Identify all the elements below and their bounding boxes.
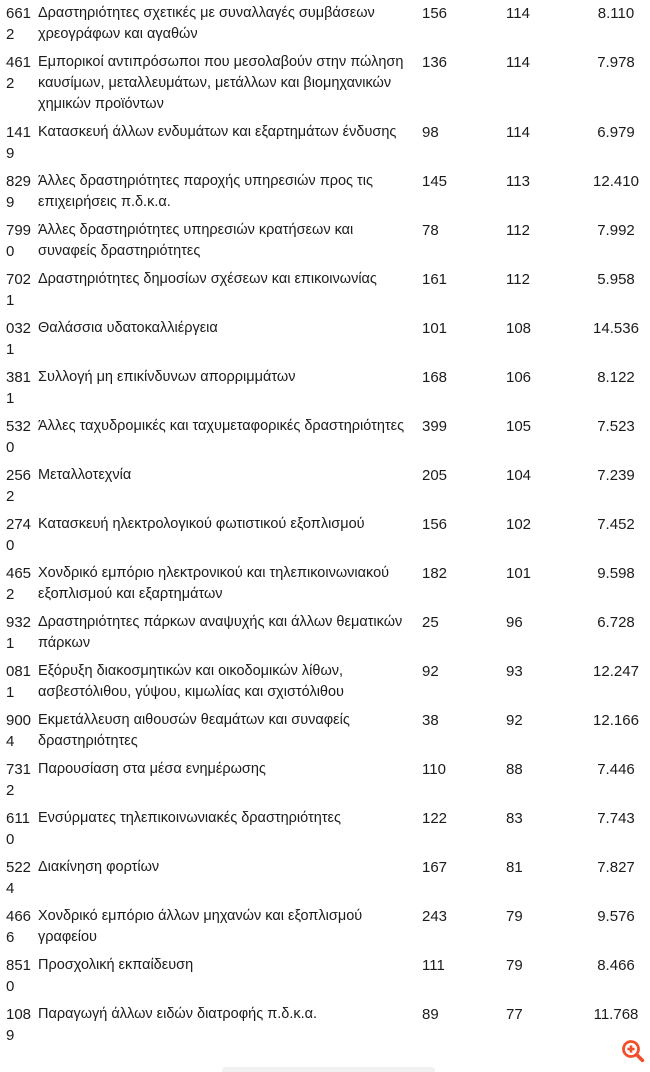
- value-column-2: 77: [506, 1006, 523, 1023]
- table-row: [0, 52, 650, 115]
- activity-description: Θαλάσσια υδατοκαλλιέργεια: [38, 320, 218, 336]
- table-row: [0, 906, 650, 948]
- table-row: [0, 563, 650, 605]
- value-column-3: 14.536: [593, 320, 639, 337]
- activity-code: 4652: [6, 565, 32, 603]
- activity-description: Κατασκευή άλλων ενδυμάτων και εξαρτημάτων ένδυσης: [38, 124, 397, 140]
- value-column-2: 83: [506, 810, 523, 827]
- value-column-3: 6.979: [597, 124, 635, 141]
- table-row: [0, 220, 650, 262]
- value-column-2: 93: [506, 663, 523, 680]
- value-column-2: 113: [506, 173, 530, 190]
- value-column-1: 168: [422, 369, 448, 386]
- value-column-2: 102: [506, 516, 532, 533]
- activity-description: Άλλες ταχυδρομικές και ταχυμεταφορικές δραστηριότητες: [38, 418, 405, 434]
- activity-description: Δραστηριότητες δημοσίων σχέσεων και επικοινωνίας: [38, 271, 377, 287]
- table-row: [0, 759, 650, 801]
- activity-code: 7990: [6, 222, 32, 260]
- value-column-3: 6.728: [597, 614, 635, 631]
- value-column-3: 7.978: [597, 54, 635, 71]
- activity-code: 3811: [6, 369, 32, 407]
- value-column-2: 114: [506, 54, 530, 71]
- value-column-2: 105: [506, 418, 532, 435]
- value-column-2: 79: [506, 908, 523, 925]
- value-column-1: 182: [422, 565, 448, 582]
- activity-code: 4666: [6, 908, 32, 946]
- table-row: [0, 367, 650, 409]
- value-column-3: 9.598: [597, 565, 635, 582]
- value-column-1: 167: [422, 859, 448, 876]
- value-column-2: 112: [506, 222, 530, 239]
- table-row: [0, 171, 650, 213]
- value-column-3: 12.247: [593, 663, 639, 680]
- value-column-2: 88: [506, 761, 523, 778]
- value-column-1: 136: [422, 54, 448, 71]
- value-column-3: 8.110: [597, 5, 635, 22]
- value-column-2: 92: [506, 712, 523, 729]
- value-column-3: 7.523: [597, 418, 635, 435]
- activity-code: 7312: [6, 761, 32, 799]
- value-column-1: 161: [422, 271, 448, 288]
- value-column-1: 111: [422, 957, 445, 974]
- table-row: [0, 857, 650, 899]
- activity-code: 0321: [6, 320, 32, 358]
- value-column-1: 205: [422, 467, 448, 484]
- activity-description: Εμπορικοί αντιπρόσωποι που μεσολαβούν στην πώληση καυσίμων, μεταλλευμάτων, μετάλλων και βιομηχανικών χημικών προϊόντων: [38, 54, 404, 112]
- table-row: [0, 1004, 650, 1046]
- value-column-3: 7.239: [597, 467, 635, 484]
- activity-description: Εκμετάλλευση αιθουσών θεαμάτων και συναφείς δραστηριότητες: [38, 712, 350, 749]
- activity-description: Χονδρικό εμπόριο άλλων μηχανών και εξοπλισμού γραφείου: [38, 908, 363, 945]
- activity-code: 8510: [6, 957, 32, 995]
- value-column-1: 89: [422, 1006, 439, 1023]
- value-column-3: 7.452: [597, 516, 635, 533]
- activity-description: Συλλογή μη επικίνδυνων απορριμμάτων: [38, 369, 296, 385]
- activity-description: Δραστηριότητες σχετικές με συναλλαγές συμβάσεων χρεογράφων και αγαθών: [38, 5, 375, 42]
- activity-code: 1089: [6, 1006, 32, 1044]
- activity-code: 5320: [6, 418, 32, 456]
- value-column-3: 7.743: [597, 810, 635, 827]
- value-column-3: 12.410: [593, 173, 639, 190]
- value-column-1: 122: [422, 810, 448, 827]
- value-column-3: 5.958: [597, 271, 635, 288]
- table-row: [0, 3, 650, 45]
- activity-code: 6110: [6, 810, 30, 848]
- value-column-1: 156: [422, 516, 448, 533]
- table-row: [0, 661, 650, 703]
- activity-code: 9321: [6, 614, 32, 652]
- value-column-3: 7.827: [597, 859, 635, 876]
- value-column-2: 106: [506, 369, 532, 386]
- activity-code: 9004: [6, 712, 32, 750]
- activity-code: 2740: [6, 516, 32, 554]
- value-column-3: 11.768: [593, 1006, 639, 1023]
- value-column-2: 112: [506, 271, 530, 288]
- activity-description: Δραστηριότητες πάρκων αναψυχής και άλλων θεματικών πάρκων: [38, 614, 403, 651]
- activity-code: 6612: [6, 5, 32, 43]
- value-column-1: 156: [422, 5, 448, 22]
- table-row: [0, 318, 650, 360]
- table-row: [0, 710, 650, 752]
- activity-description: Άλλες δραστηριότητες υπηρεσιών κρατήσεων και συναφείς δραστηριότητες: [38, 222, 354, 259]
- value-column-2: 96: [506, 614, 523, 631]
- table-row: [0, 416, 650, 458]
- value-column-2: 108: [506, 320, 532, 337]
- activity-code: 8299: [6, 173, 32, 211]
- value-column-2: 114: [506, 124, 530, 141]
- table-row: [0, 514, 650, 556]
- activity-code: 1419: [6, 124, 32, 162]
- activity-code: 7021: [6, 271, 32, 309]
- activity-description: Χονδρικό εμπόριο ηλεκτρονικού και τηλεπικοινωνιακού εξοπλισμού και εξαρτημάτων: [38, 565, 390, 602]
- activity-description: Διακίνηση φορτίων: [38, 859, 160, 875]
- activity-description: Παραγωγή άλλων ειδών διατροφής π.δ.κ.α.: [38, 1006, 318, 1022]
- activity-description: Άλλες δραστηριότητες παροχής υπηρεσιών προς τις επιχειρήσεις π.δ.κ.α.: [38, 173, 373, 210]
- activity-description: Ενσύρματες τηλεπικοινωνιακές δραστηριότητες: [38, 810, 341, 826]
- activity-description: Μεταλλοτεχνία: [38, 467, 132, 483]
- table-row: [0, 465, 650, 507]
- value-column-1: 98: [422, 124, 439, 141]
- value-column-3: 7.446: [597, 761, 635, 778]
- table-row: [0, 269, 650, 311]
- value-column-1: 399: [422, 418, 448, 435]
- activity-code: 4612: [6, 54, 32, 92]
- value-column-1: 101: [422, 320, 448, 337]
- activity-code: 2562: [6, 467, 32, 505]
- value-column-3: 12.166: [593, 712, 639, 729]
- bottom-panel-edge: [222, 1067, 435, 1072]
- table-row: [0, 612, 650, 654]
- activity-description: Παρουσίαση στα μέσα ενημέρωσης: [38, 761, 266, 777]
- value-column-2: 114: [506, 5, 530, 22]
- value-column-3: 8.122: [597, 369, 635, 386]
- value-column-2: 79: [506, 957, 523, 974]
- value-column-1: 78: [422, 222, 439, 239]
- value-column-1: 145: [422, 173, 448, 190]
- activity-description: Εξόρυξη διακοσμητικών και οικοδομικών λίθων, ασβεστόλιθου, γύψου, κιμωλίας και σχιστόλιθου: [38, 663, 344, 700]
- table-row: [0, 955, 650, 997]
- value-column-1: 110: [422, 761, 446, 778]
- value-column-1: 92: [422, 663, 439, 680]
- zoom-in-icon: [620, 1038, 646, 1064]
- value-column-2: 81: [506, 859, 523, 876]
- table-row: [0, 808, 650, 850]
- activity-description: Προσχολική εκπαίδευση: [38, 957, 194, 973]
- value-column-1: 38: [422, 712, 439, 729]
- zoom-in-button[interactable]: [619, 1037, 647, 1065]
- table-row: [0, 122, 650, 164]
- value-column-1: 25: [422, 614, 439, 631]
- activity-code: 0811: [6, 663, 32, 701]
- value-column-3: 9.576: [597, 908, 635, 925]
- activity-code: 5224: [6, 859, 32, 897]
- value-column-2: 104: [506, 467, 532, 484]
- value-column-2: 101: [506, 565, 532, 582]
- value-column-3: 7.992: [597, 222, 635, 239]
- value-column-1: 243: [422, 908, 448, 925]
- activity-description: Κατασκευή ηλεκτρολογικού φωτιστικού εξοπλισμού: [38, 516, 365, 532]
- value-column-3: 8.466: [597, 957, 635, 974]
